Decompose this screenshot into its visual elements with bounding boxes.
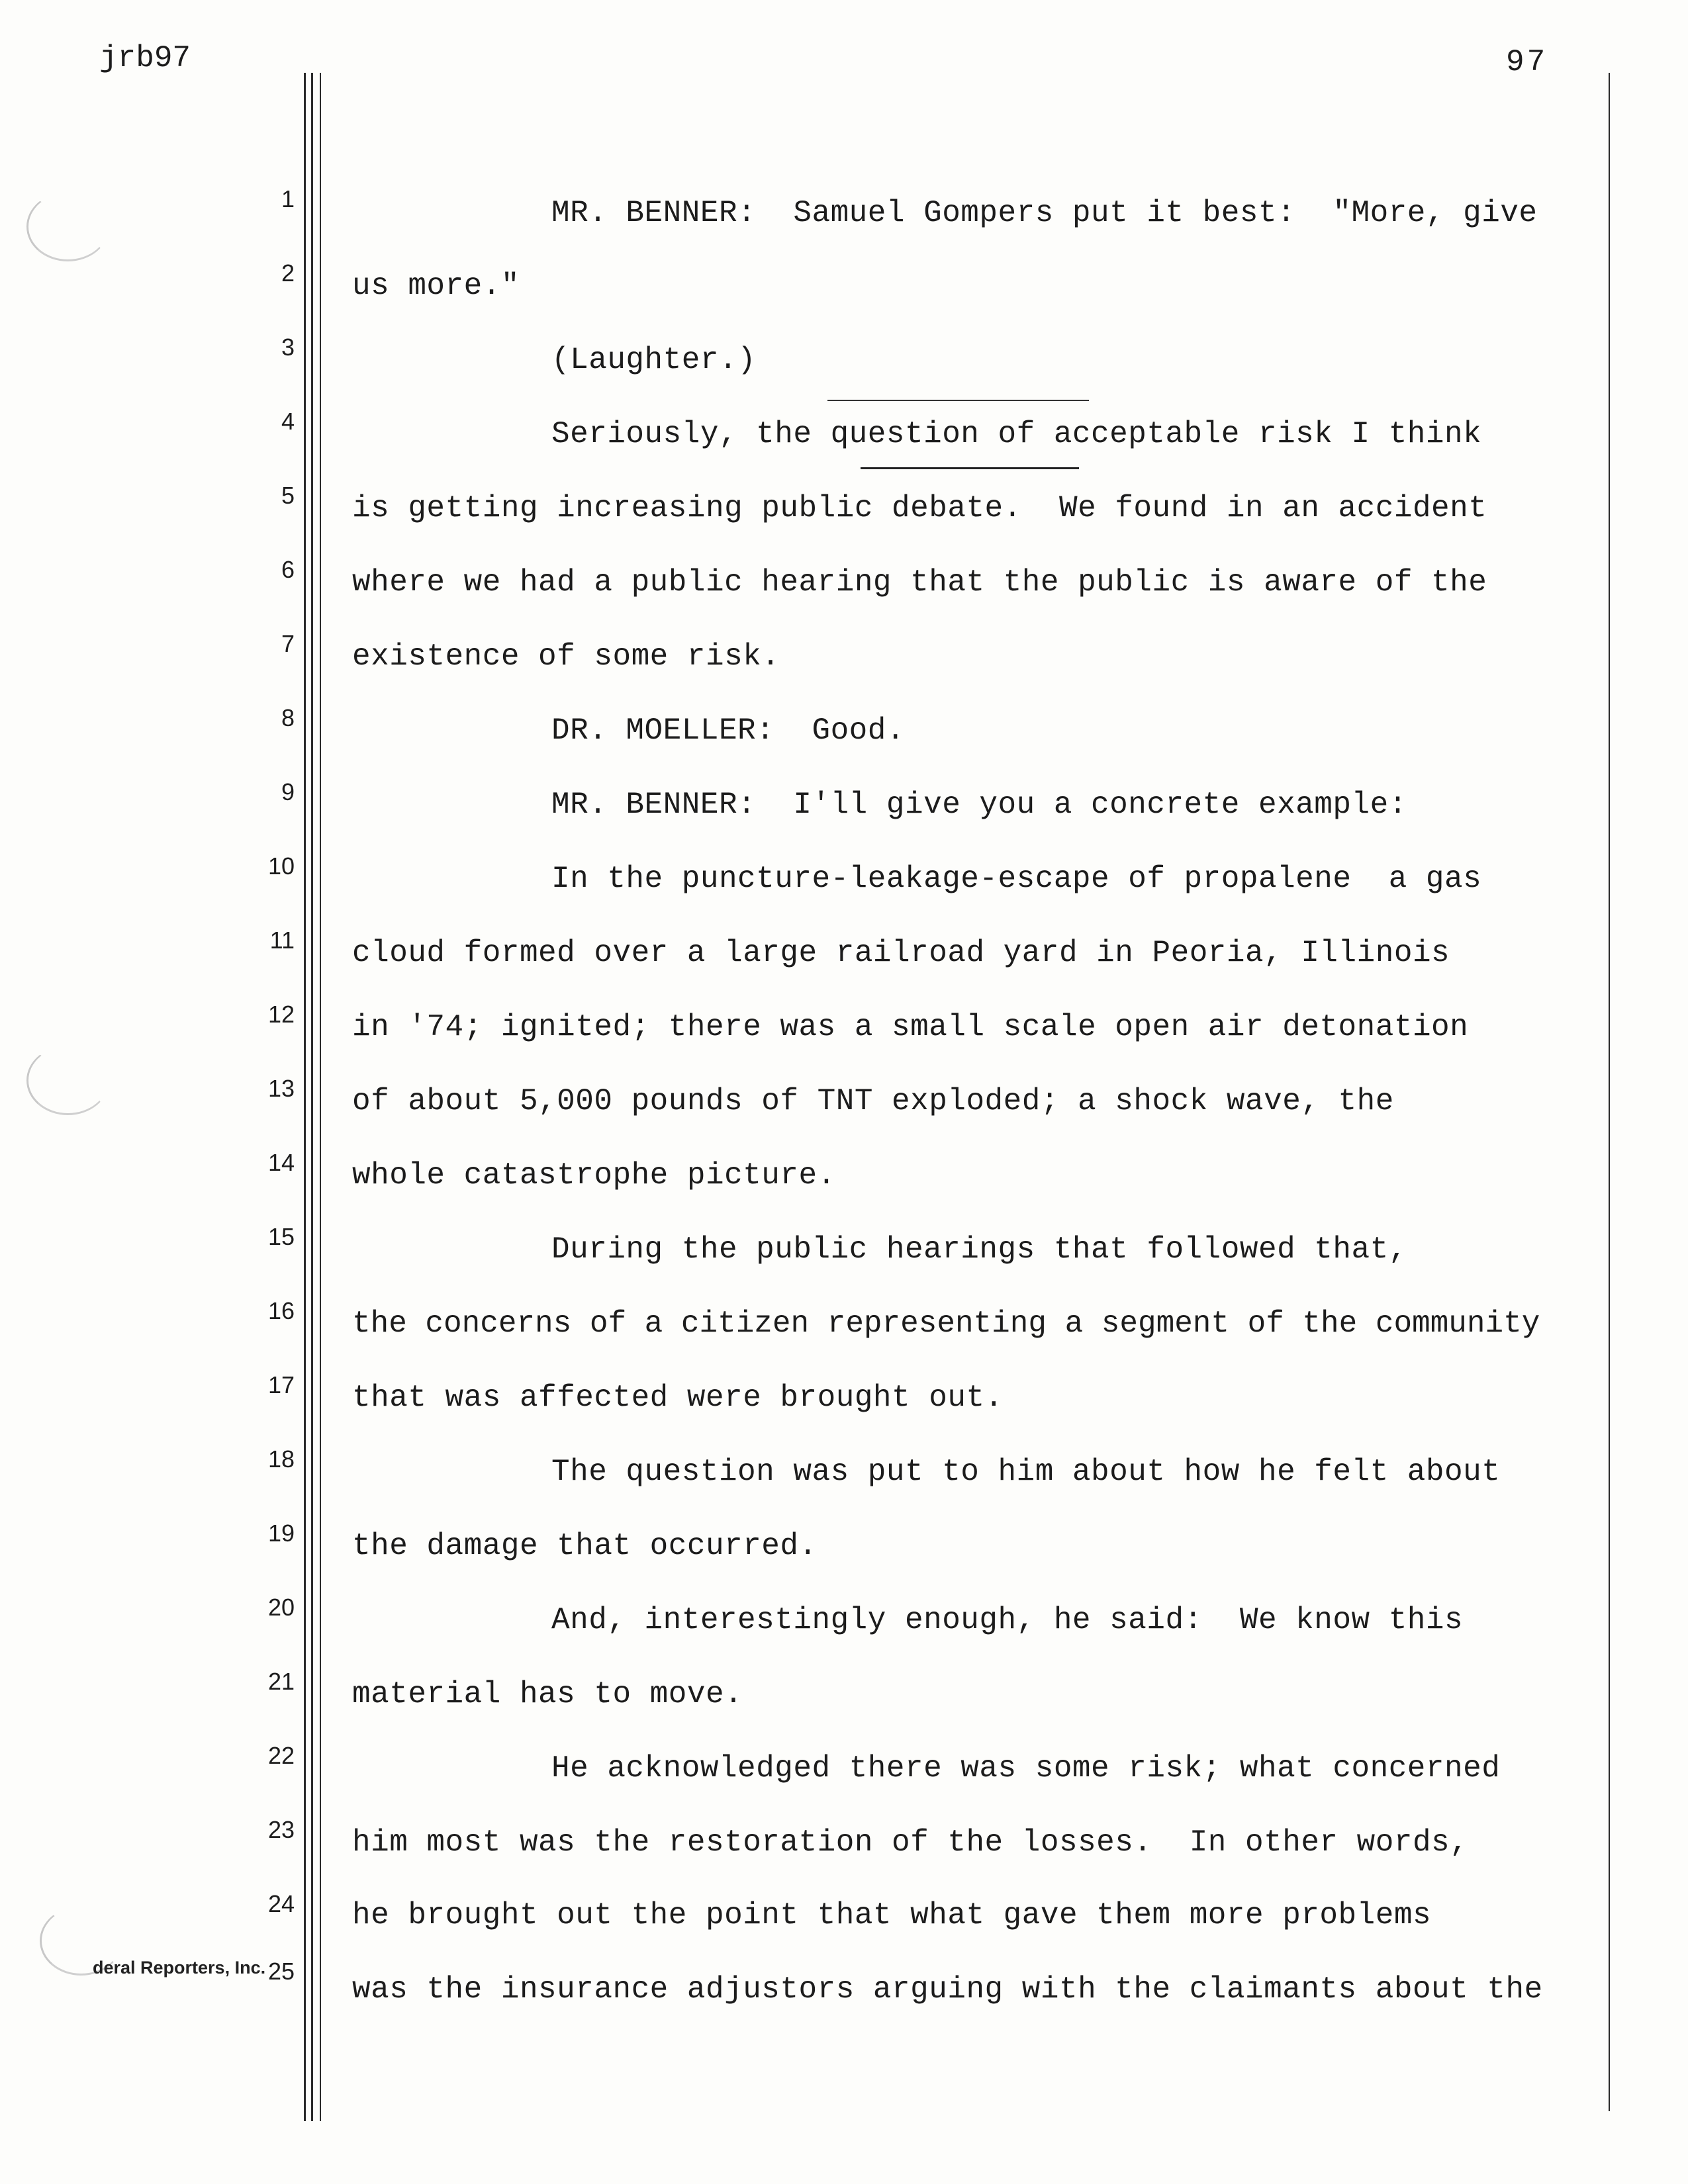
transcript-line: In the puncture-leakage-escape of propalene a gas [551, 862, 1482, 896]
transcript-line: And, interestingly enough, he said: We know this [551, 1603, 1464, 1637]
transcript-line: is getting increasing public debate. We found in an accident [352, 491, 1487, 525]
reporter-imprint: deral Reporters, Inc. [93, 1958, 266, 1978]
line-number: 8 [281, 704, 295, 731]
transcript-line: whole catastrophe picture. [352, 1158, 836, 1193]
line-number: 14 [267, 1149, 295, 1176]
line-number: 12 [267, 1001, 295, 1028]
line-number: 20 [267, 1594, 295, 1621]
line-number: 9 [281, 778, 295, 805]
underline-mark [861, 467, 1079, 469]
left-margin-rule [311, 73, 313, 2121]
transcript-line: DR. MOELLER: Good. [551, 713, 905, 748]
line-number: 21 [267, 1668, 295, 1695]
transcript-line: him most was the restoration of the losses. In other words, [352, 1825, 1469, 1860]
transcript-line: us more." [352, 269, 520, 303]
transcript-line: MR. BENNER: I'll give you a concrete example: [551, 788, 1407, 822]
line-number: 5 [281, 482, 295, 509]
line-number: 10 [267, 852, 295, 880]
punch-hole-mark [26, 1046, 109, 1115]
transcript-line: the damage that occurred. [352, 1529, 818, 1563]
document-id: jrb97 [99, 41, 191, 75]
line-number: 22 [267, 1742, 295, 1769]
transcript-line: During the public hearings that followed that, [551, 1232, 1407, 1267]
transcript-line: cloud formed over a large railroad yard in Peoria, Illinois [352, 936, 1450, 970]
line-number: 6 [281, 556, 295, 583]
right-margin-rule [1609, 73, 1610, 2111]
underline-mark [827, 400, 1089, 401]
transcript-line: material has to move. [352, 1677, 743, 1711]
line-number: 4 [281, 408, 295, 435]
transcript-line: the concerns of a citizen representing a segment of the community [352, 1306, 1540, 1341]
line-number: 1 [281, 185, 295, 212]
transcript-line: (Laughter.) [551, 343, 757, 377]
line-number: 18 [267, 1445, 295, 1473]
transcript-line: of about 5,000 pounds of TNT exploded; a shock wave, the [352, 1084, 1394, 1118]
left-margin-rule [320, 73, 321, 2121]
transcript-line: Seriously, the question of acceptable risk I think [551, 417, 1482, 451]
transcript-line: that was affected were brought out. [352, 1381, 1004, 1415]
line-number: 11 [269, 927, 295, 954]
transcript-line: where we had a public hearing that the public is aware of the [352, 565, 1487, 600]
line-number: 24 [267, 1890, 295, 1917]
transcript-line: existence of some risk. [352, 639, 780, 674]
line-number: 16 [267, 1297, 295, 1324]
left-margin-rule [304, 73, 306, 2121]
line-number: 13 [267, 1075, 295, 1102]
transcript-line: MR. BENNER: Samuel Gompers put it best: "More, give [551, 196, 1538, 230]
transcript-line: He acknowledged there was some risk; what concerned [551, 1751, 1501, 1786]
line-number: 15 [267, 1223, 295, 1250]
line-number: 23 [267, 1816, 295, 1843]
line-number: 17 [267, 1371, 295, 1398]
line-number: 7 [281, 630, 295, 657]
transcript-line: The question was put to him about how he felt about [551, 1455, 1501, 1489]
transcript-line: in '74; ignited; there was a small scale open air detonation [352, 1010, 1469, 1044]
transcript-line: he brought out the point that what gave them more problems [352, 1898, 1432, 1933]
line-number: 2 [281, 259, 295, 287]
line-number: 3 [281, 334, 295, 361]
transcript-line: was the insurance adjustors arguing with the claimants about the [352, 1972, 1543, 2007]
punch-hole-mark [26, 192, 109, 261]
line-number: 19 [267, 1520, 295, 1547]
page-number: 97 [1506, 45, 1548, 79]
line-number: 25 [267, 1958, 295, 1985]
